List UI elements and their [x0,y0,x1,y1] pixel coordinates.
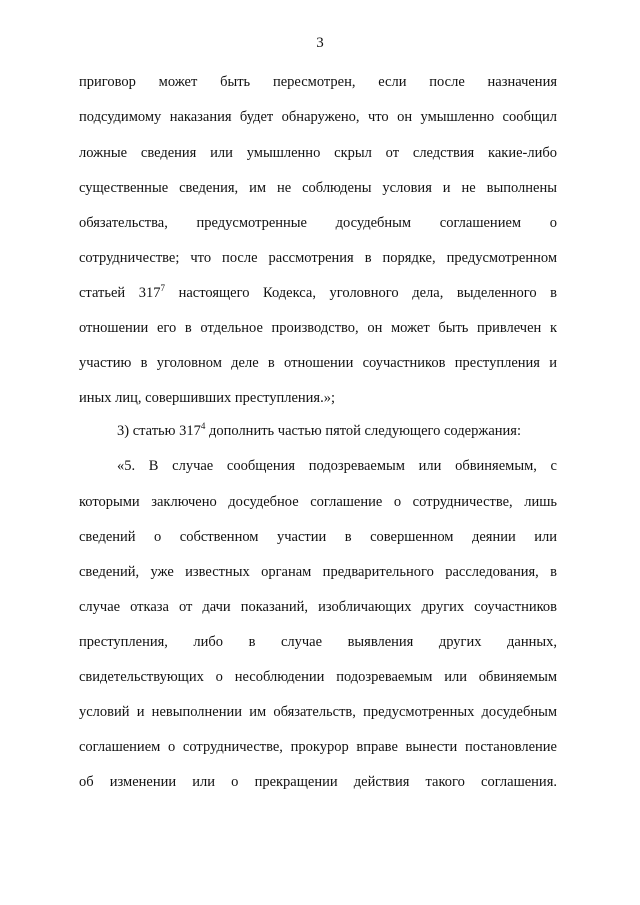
text-line: сведений, уже известных органам предварительного расследования, в [79,564,557,580]
text-line: преступления, либо в случае выявления других данных, [79,634,557,650]
text-line: соглашением о сотрудничестве, прокурор вправе вынести постановление [79,739,557,755]
superscript-number: 7 [160,283,165,294]
text-line: отношении его в отдельное производство, он может быть привлечен к [79,320,557,336]
text-line: которыми заключено досудебное соглашение о сотрудничестве, лишь [79,494,557,510]
text-line-with-superscript [117,421,557,441]
page-number: 3 [316,35,324,51]
text-line: случае отказа от дачи показаний, изобличающих других соучастников [79,599,557,615]
superscript-number: 4 [200,421,206,432]
text-line: существенные сведения, им не соблюдены условия и не выполнены [79,180,557,196]
text-line: условий и невыполнении им обязательств, предусмотренных досудебным [79,704,557,720]
text-line: иных лиц, совершивших преступления.»; [79,390,336,406]
text-line: участию в уголовном деле в отношении соучастников преступления и [79,355,557,371]
line-text-before: 3) статью 317 [117,423,201,439]
text-line: об изменении или о прекращении действия такого соглашения. [79,774,557,790]
text-line-with-superscript [79,283,557,303]
line-text-after: настоящего Кодекса, уголовного дела, выделенного в [165,285,557,301]
line-text-after: дополнить частью пятой следующего содержания: [205,423,521,439]
text-line: приговор может быть пересмотрен, если после назначения [79,74,557,90]
text-line: подсудимому наказания будет обнаружено, что он умышленно сообщил [79,109,557,125]
text-line: «5. В случае сообщения подозреваемым или обвиняемым, с [117,458,557,474]
text-line: сведений о собственном участии в совершенном деянии или [79,529,557,545]
text-line: обязательства, предусмотренные досудебным соглашением о [79,215,557,231]
text-line: ложные сведения или умышленно скрыл от следствия какие-либо [79,145,557,161]
line-text-before: статьей 317 [79,285,161,301]
text-line: сотрудничестве; что после рассмотрения в порядке, предусмотренном [79,250,557,266]
text-line: свидетельствующих о несоблюдении подозреваемым или обвиняемым [79,669,557,685]
